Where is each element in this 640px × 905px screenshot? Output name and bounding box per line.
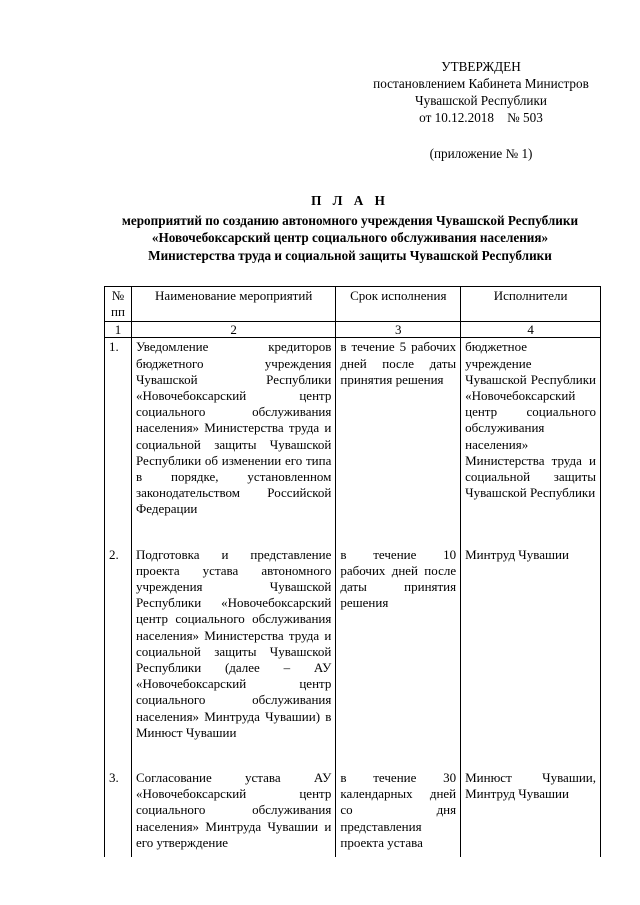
approval-line-2: Чувашской Республики [415, 93, 547, 108]
plan-table [104, 286, 601, 857]
appendix-note: (приложение № 1) [429, 146, 533, 161]
title-line-3: Министерства труда и социальной защиты Чувашской Республики [148, 247, 552, 263]
row-number: 1. [105, 338, 132, 546]
column-number: 4 [461, 322, 601, 338]
row-deadline: в течение 10 рабочих дней после даты принятия решения [336, 546, 461, 769]
header-action: Наименование мероприятий [131, 287, 335, 322]
row-action: Согласование устава АУ «Новочебоксарский центр социального обслуживания населения» Минтруда Чувашии и его утверждение [131, 769, 335, 857]
approval-heading: УТВЕРЖДЕН [441, 59, 521, 74]
column-number: 3 [336, 322, 461, 338]
row-number: 2. [105, 546, 132, 769]
document-title [40, 192, 640, 264]
row-action: Подготовка и представление проекта устава автономного учреждения Чувашской Республики «Новочебоксарский центр социального обслуживания населения» Министерства труда и социальной защиты Чувашской Республики (далее – АУ «Новочебоксарский центр социального обслуживания населения» Минтруда Чувашии) в Минюст Чувашии [131, 546, 335, 769]
row-deadline: в течение 30 календарных дней со дня представления проекта устава [336, 769, 461, 857]
title-line-1: мероприятий по созданию автономного учреждения Чувашской Республики [121, 212, 579, 228]
table-row [105, 769, 601, 857]
header-num: № пп [105, 287, 132, 322]
plan-heading: П Л А Н [311, 193, 389, 208]
column-number: 1 [105, 322, 132, 338]
column-number: 2 [131, 322, 335, 338]
table-row [105, 546, 601, 769]
column-number-row [105, 322, 601, 338]
row-executors: Минтруд Чувашии [461, 546, 601, 769]
table-row [105, 338, 601, 546]
approval-line-1: постановлением Кабинета Министров [373, 76, 589, 91]
approval-line-3: от 10.12.2018 № 503 [419, 110, 543, 125]
row-executors: бюджетное учреждение Чувашской Республики «Новочебоксарский центр социального обслуживания населения» Министерства труда и социальной защиты Чувашской Республики [461, 338, 601, 546]
title-line-2: «Новочебоксарский центр социального обслуживания населения» [151, 230, 549, 245]
row-action: Уведомление кредиторов бюджетного учреждения Чувашской Республики «Новочебоксарский центр социального обслуживания населения» Министерства труда и социальной защиты Чувашской Республики об изменении его типа в порядке, установленном законодательством Российской Федерации [131, 338, 335, 546]
approval-block [356, 58, 606, 162]
row-deadline: в течение 5 рабочих дней после даты принятия решения [336, 338, 461, 546]
header-deadline: Срок исполнения [336, 287, 461, 322]
header-executors: Исполнители [461, 287, 601, 322]
table-header-row [105, 287, 601, 322]
row-executors: Минюст Чувашии, Минтруд Чувашии [461, 769, 601, 857]
row-number: 3. [105, 769, 132, 857]
